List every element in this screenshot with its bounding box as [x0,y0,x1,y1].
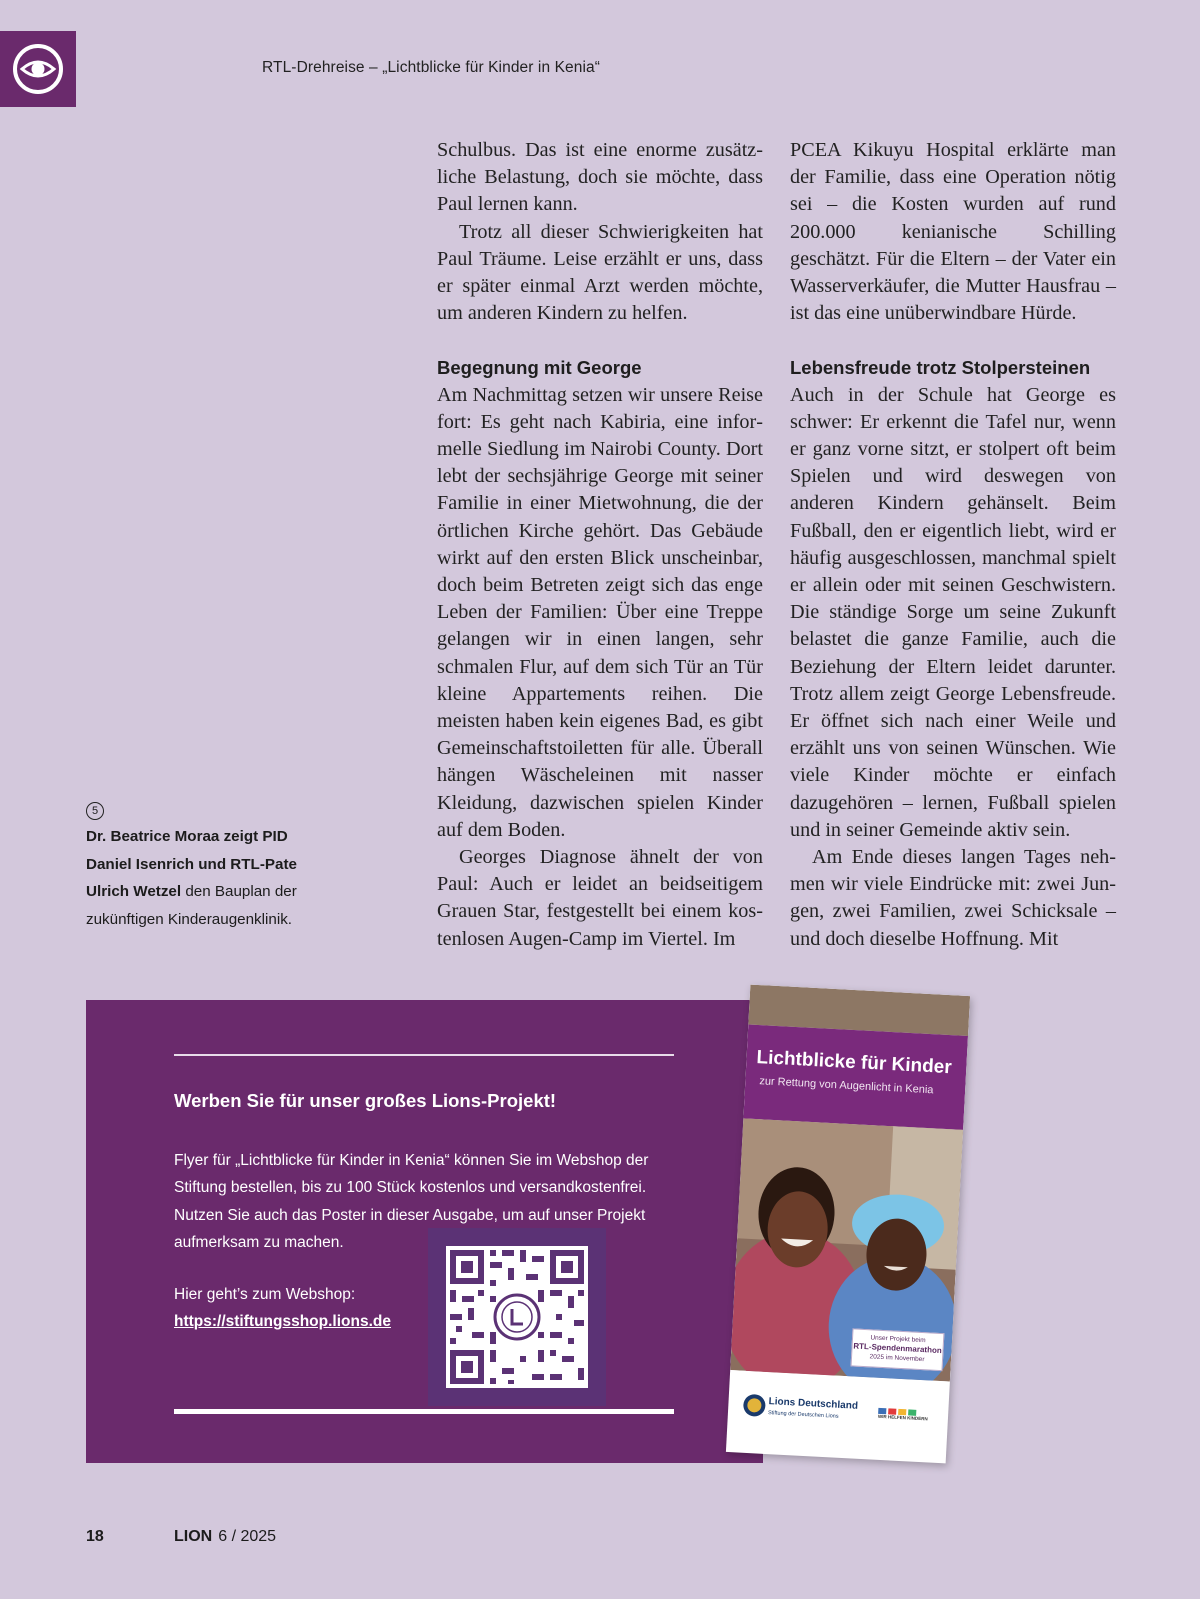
flyer-sticker [851,1328,945,1371]
running-head: RTL-Drehreise – „Lichtblicke für Kinder in Kenia“ [262,59,601,76]
flyer-partner: WIR HELFEN KINDERN [877,1413,928,1422]
paragraph: Am Ende dieses langen Tages nehmen wir viele Eindrücke mit: zwei Jungen, zwei Familien, zwei Schicksale – und doch dieselbe Hoffnung. Mit [790,846,1116,950]
article-column-1 [437,137,763,953]
caption-text: den Bauplan der zukünftigen Kinderaugenklinik. [86,883,297,928]
webshop-link[interactable]: https://stiftungsshop.lions.de [174,1313,391,1330]
eye-icon [12,43,64,95]
qr-code-panel [428,1228,606,1406]
qr-code-icon[interactable] [428,1228,606,1406]
paragraph: Trotz all dieser Schwierigkeiten hat Paul Träume. Leise erzählt er uns, dass er später einmal Arzt werden möchte, um anderen Kindern zu helfen. [437,220,763,325]
promo-body: Flyer für „Lichtblicke für Kinder in Kenia“ können Sie im Webshop der Stiftung bestellen, bis zu 100 Stück kostenlos und versandkostenfrei. Nutzen Sie auch das Poster in dieser Ausgabe, um auf unser Projekt aufmerksam zu machen. [174,1152,649,1251]
flyer-org-sub: Stiftung der Deutschen Lions [767,1410,839,1420]
flyer-subtitle: zur Rettung von Augenlicht in Kenia [759,1075,934,1097]
caption-number: 5 [86,802,104,820]
paragraph: PCEA Kikuyu Hospital erklärte man der Familie, dass eine Operation nötig sei – die Kosten wurden auf rund 200.000 kenianische Schilling geschätzt. Für die Eltern – der Vater ein Wasserverkäufer, die Mutter Hausfrau – ist das eine unüberwindbare Hürde. [790,139,1116,325]
caption-bold: Dr. Beatrice Moraa zeigt PID Daniel Isenrich und RTL-Pate Ulrich Wetzel [86,828,297,901]
sticker-line: 2025 im November [869,1353,925,1364]
issue-number: 6 / 2025 [218,1528,277,1545]
promo-heading: Werben Sie für unser großes Lions-Projekt! [174,1090,557,1111]
sticker-line: RTL-Spendenmarathon [853,1341,942,1356]
sticker-line: Unser Projekt beim [870,1334,926,1345]
flyer-title: Lichtblicke für Kinder [756,1047,953,1079]
paragraph: Am Nachmittag setzen wir unsere Reise fort: Es geht nach Kabiria, eine informelle Siedlung im Nairobi County. Dort lebt der sechsjährige George mit seiner Familie in einer Mietwohnung, die der örtlichen Kirche gehört. Das Gebäude wirkt auf den ersten Blick unscheinbar, doch beim Betreten zeigt sich das enge Leben der Familien: Über eine Treppe gelangen wir in einen langen, sehr schmalen Flur, auf dem sich Tür an Tür kleine Appartements reihen. Die meisten haben kein eigenes Bad, es gibt Gemeinschaftstoiletten für alle. Überall hängen Wäscheleinen mit nasser Kleidung, dazwischen spielen Kinder auf dem Boden. [437,383,763,841]
paragraph: Georges Diagnose ähnelt der von Paul: Auch er leidet an beidseitigem Grauen Star, festgestellt bei einem kostenlosen Augen-Camp im Viertel. Im [437,846,763,950]
photo-caption [86,796,336,933]
magazine-name: LION [174,1528,213,1545]
magazine-issue [174,1528,276,1546]
page-number: 18 [86,1528,104,1545]
article-column-2 [790,137,1116,953]
paragraph: Auch in der Schule hat George es schwer: Er erkennt die Tafel nur, wenn er ganz vorne sitzt, er stolpert oft beim Spielen und wird deswegen von anderen Kindern gehänselt. Beim Fußball, den er eigentlich liebt, wird er häufig ausgeschlossen, manchmal spielt er allein oder mit seinen Geschwistern. Die ständige Sorge um seine Zukunft belastet die ganze Familie, auch die Beziehung der Eltern leidet darunter. Trotz allem zeigt George Lebensfreude. Er öffnet sich nach einer Weile und erzählt uns von seinen Wünschen. Wie viele Kinder möchte er einfach dazugehören – lernen, Fußball spielen und in seiner Gemeinde aktiv sein. [790,383,1116,841]
paragraph: Schulbus. Das ist eine enorme zusätzliche Belastung, doch sie möchte, dass Paul lernen kann. [437,139,763,216]
webshop-lead: Hier geht’s zum Webshop: [174,1286,356,1303]
flyer-image [726,985,970,1464]
promo-box [86,1000,763,1463]
divider [174,1054,674,1056]
divider [174,1409,674,1414]
subheading-george: Begegnung mit George [437,357,642,379]
subheading-lebensfreude: Lebensfreude trotz Stolpersteinen [790,357,1091,379]
section-eye-badge [0,31,76,107]
flyer-org-name: Lions Deutschland [768,1396,859,1412]
